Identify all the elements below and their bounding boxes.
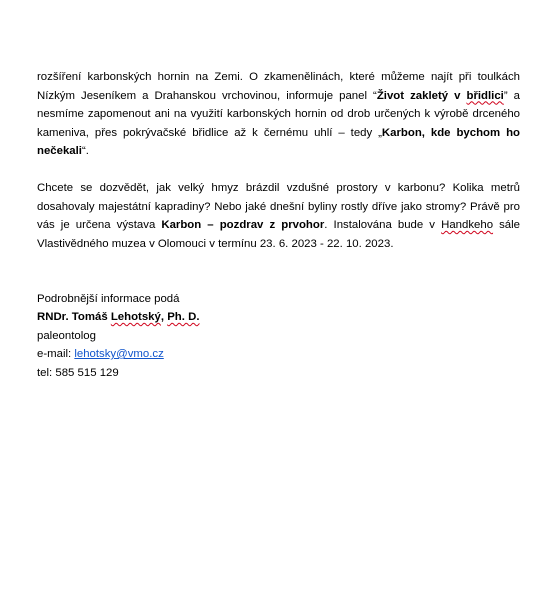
contact-name [37, 308, 520, 327]
exhibition-title: Karbon – pozdrav z prvohor [161, 219, 325, 231]
contact-role: paleontolog [37, 329, 96, 342]
spellcheck-word: břidlici [466, 89, 504, 102]
paragraph-carboniferous-rocks [37, 68, 520, 161]
document-body [37, 68, 520, 382]
closing-title: Karbon, kde bychom ho nečekali [37, 126, 520, 157]
paragraph-text: . Instalována bude v [324, 219, 442, 231]
paragraph-text: Chcete se dozvědět, jak velký hmyz brázdil vzdušné prostory v karbonu? Kolika metrů dosahovaly majestátní kapradiny? Nebo jaké dnešní byliny rostly dříve jako stromy? Právě pro vás je určena výstava [37, 182, 520, 231]
name-prefix: RNDr. Tomáš [37, 311, 111, 323]
contact-block [37, 290, 520, 383]
paragraph-text: ” a nesmíme zapomenout ani na využití karbonských hornin od drob určených k výrobě drceného kameniva, přes pokrývačské břidlice až k černému uhlí – tedy „ [37, 89, 520, 139]
paragraph-text: rozšíření karbonských hornin na Zemi. O zkamenělinách, které můžeme najít při toulkách Nízkým Jeseníkem a Drahanskou vrchovinou, informuje panel “ [37, 71, 520, 102]
contact-phone: tel: 585 515 129 [37, 366, 119, 379]
spellcheck-word: Lehotský [110, 311, 161, 323]
name-separator: , [160, 311, 168, 323]
paragraph-exhibition [37, 179, 520, 253]
email-link[interactable]: lehotsky@vmo.cz [74, 348, 164, 360]
paragraph-text: “. [81, 145, 89, 157]
email-label: e-mail: [37, 348, 75, 360]
panel-title [377, 90, 504, 102]
paragraph-text: sále Vlastivědného muzea v Olomouci v termínu 23. 6. 2023 - 22. 10. 2023. [37, 219, 521, 250]
spellcheck-word: Handkeho [441, 219, 494, 231]
spellcheck-word: Ph. D. [167, 311, 200, 323]
contact-email-line [37, 345, 520, 364]
panel-title-part: Život zakletý v [376, 89, 467, 102]
contact-intro: Podrobnější informace podá [37, 292, 180, 305]
